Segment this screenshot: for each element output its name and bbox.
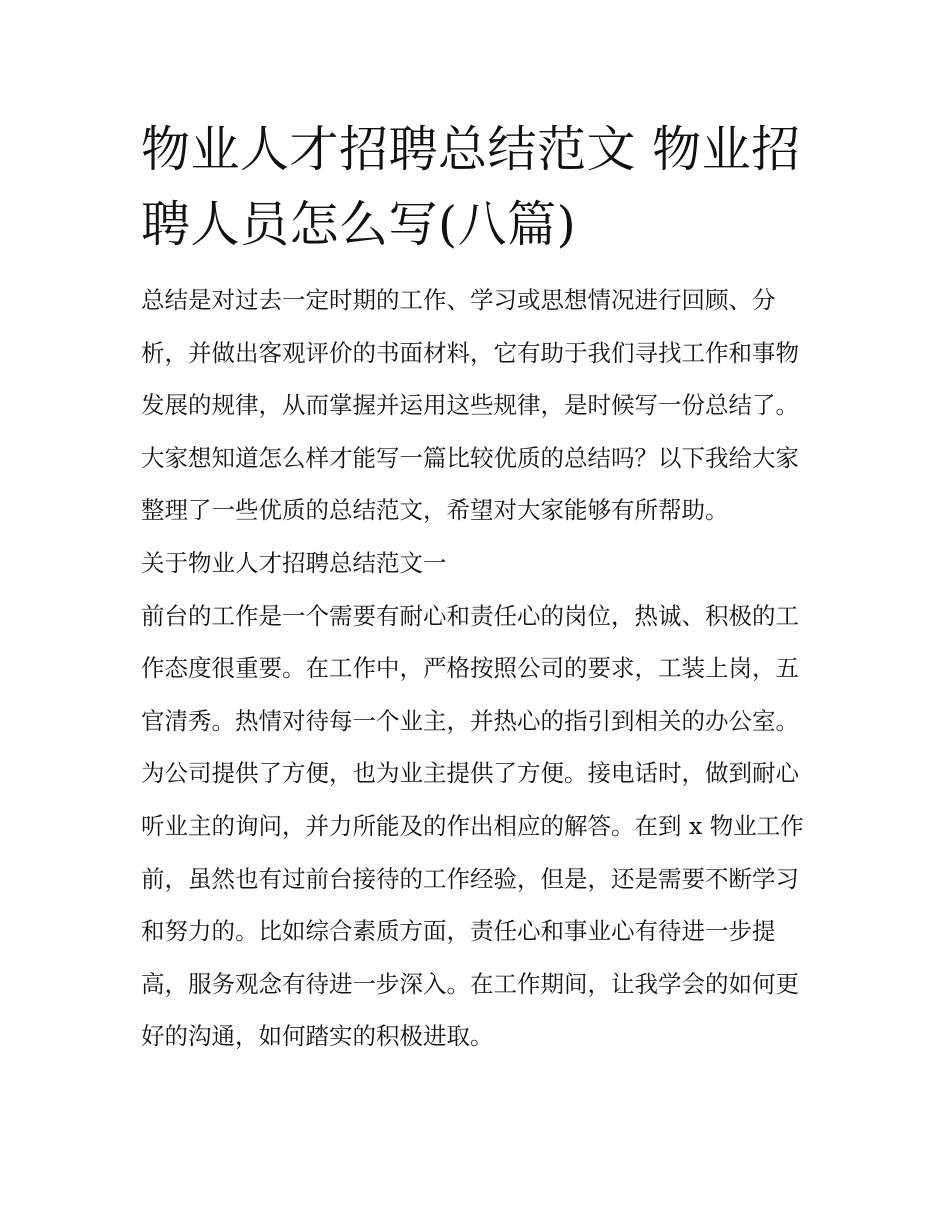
body-paragraph: 前台的工作是一个需要有耐心和责任心的岗位，热诚、积极的工作态度很重要。在工作中，严格按照公司的要求，工装上岗，五官清秀。热情对待每一个业主，并热心的指引到相关的办公室。为公司提供了方便，也为业主提供了方便。接电话时，做到耐心听业主的询问，并力所能及的作出相应的解答。在到 x 物业工作前，虽然也有过前台接待的工作经验，但是，还是需要不断学习和努力的。比如综合素质方面，责任心和事业心有待进一步提高，服务观念有待进一步深入。在工作期间，让我学会的如何更好的沟通，如何踏实的积极进取。 bbox=[141, 601, 804, 1051]
intro-paragraph: 总结是对过去一定时期的工作、学习或思想情况进行回顾、分析，并做出客观评价的书面材料，它有助于我们寻找工作和事物发展的规律，从而掌握并运用这些规律，是时候写一份总结了。大家想知道怎么样才能写一篇比较优质的总结吗？以下我给大家整理了一些优质的总结范文，希望对大家能够有所帮助。 bbox=[141, 286, 799, 525]
document-page bbox=[141, 112, 813, 1063]
section-heading: 关于物业人才招聘总结范文一 bbox=[141, 548, 447, 577]
document-title: 物业人才招聘总结范文 物业招聘人员怎么写(八篇) bbox=[141, 121, 801, 253]
